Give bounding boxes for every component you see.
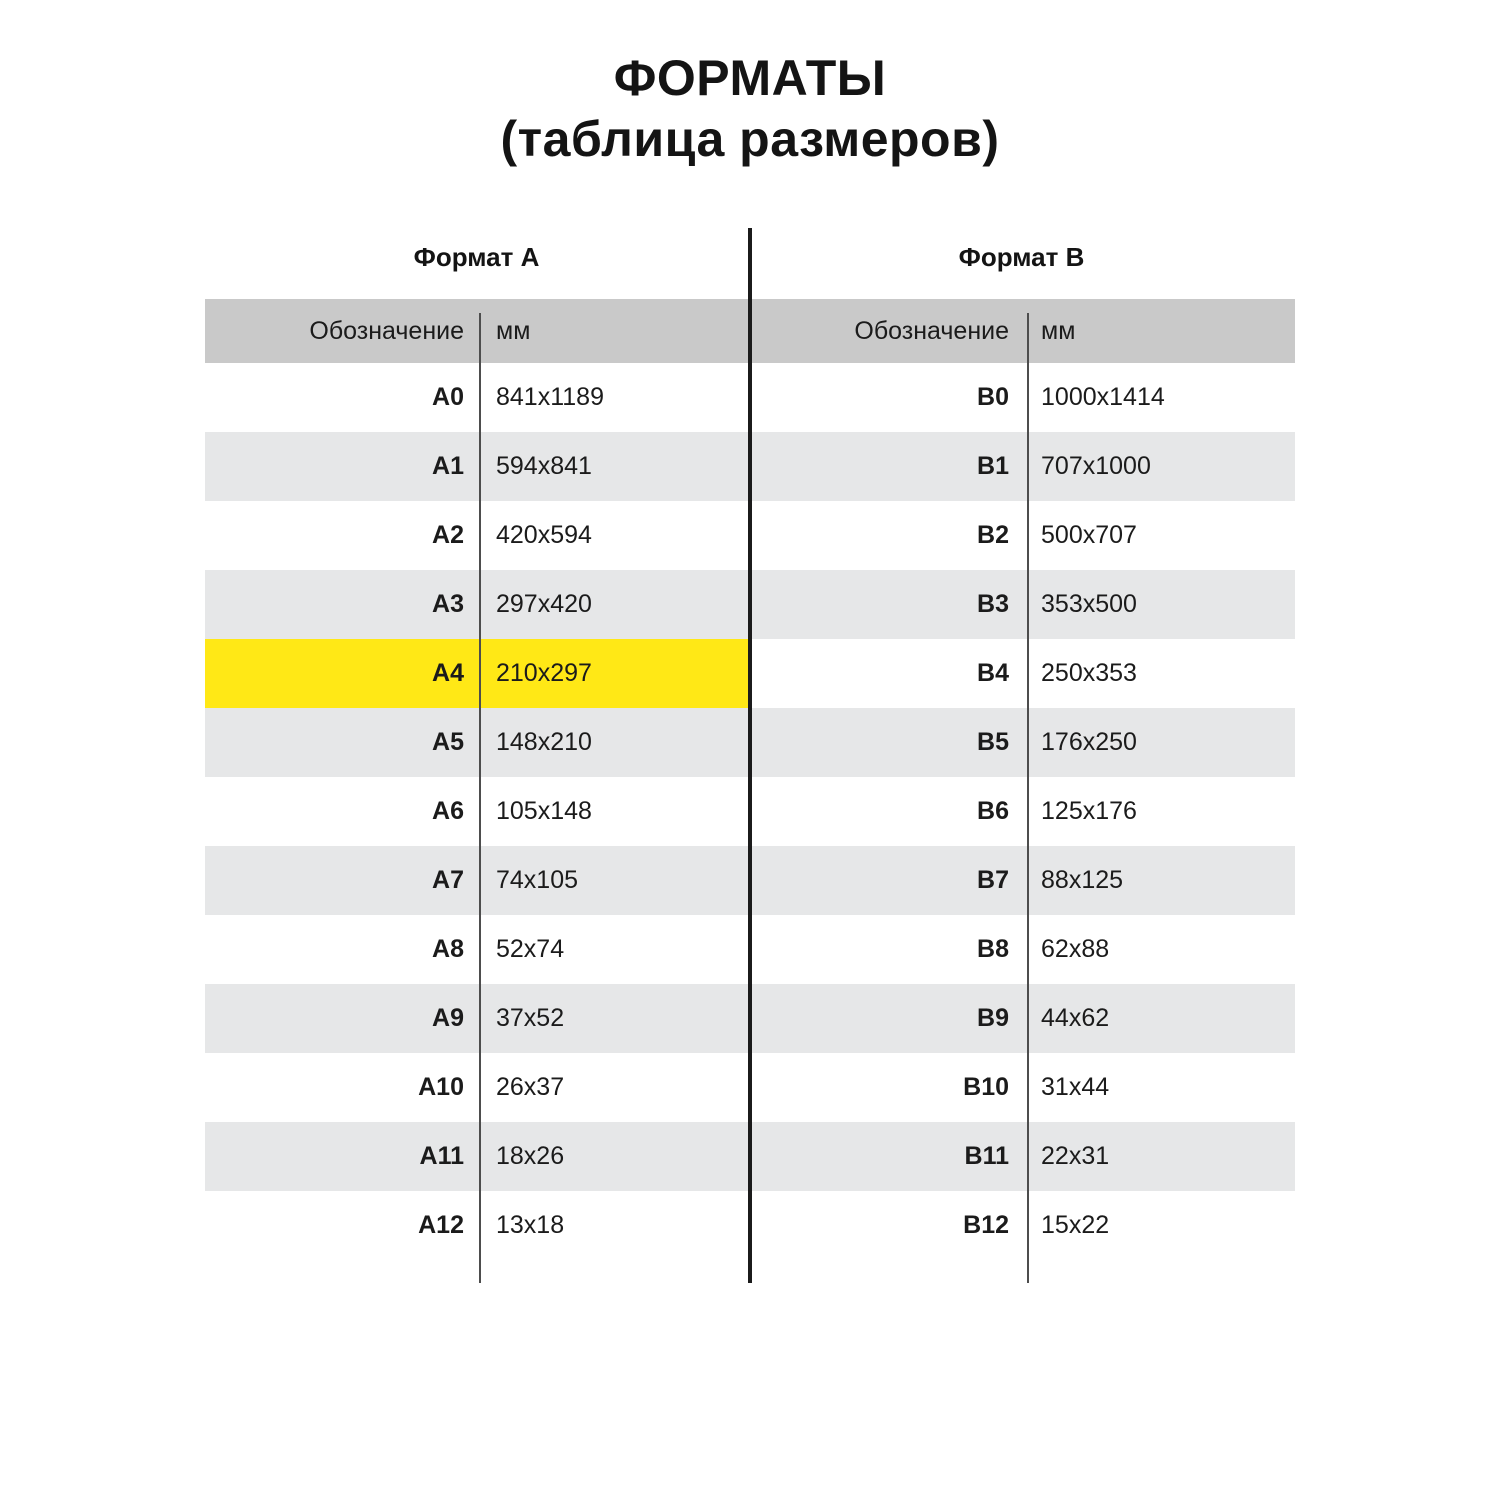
cell-b-code: B11 bbox=[748, 1122, 1025, 1191]
cell-a-mm: 37x52 bbox=[480, 984, 748, 1053]
cell-a-mm: 52x74 bbox=[480, 915, 748, 984]
cell-a-code: A3 bbox=[205, 570, 480, 639]
cell-b-mm: 1000x1414 bbox=[1025, 363, 1295, 432]
cell-a-code: A7 bbox=[205, 846, 480, 915]
group-divider bbox=[748, 228, 752, 1283]
cell-b-code: B10 bbox=[748, 1053, 1025, 1122]
cell-a-code: A8 bbox=[205, 915, 480, 984]
cell-a-mm: 105x148 bbox=[480, 777, 748, 846]
cell-a-mm: 210x297 bbox=[480, 639, 748, 708]
cell-a-mm: 26x37 bbox=[480, 1053, 748, 1122]
title-line-2: (таблица размеров) bbox=[500, 111, 1000, 167]
cell-b-code: B2 bbox=[748, 501, 1025, 570]
group-label-a: Формат A bbox=[205, 228, 748, 299]
cell-a-code: A5 bbox=[205, 708, 480, 777]
cell-a-mm: 297x420 bbox=[480, 570, 748, 639]
cell-b-mm: 707x1000 bbox=[1025, 432, 1295, 501]
cell-a-mm: 594x841 bbox=[480, 432, 748, 501]
cell-b-mm: 31x44 bbox=[1025, 1053, 1295, 1122]
cell-b-mm: 176x250 bbox=[1025, 708, 1295, 777]
cell-b-mm: 500x707 bbox=[1025, 501, 1295, 570]
cell-a-code: A1 bbox=[205, 432, 480, 501]
cell-b-mm: 125x176 bbox=[1025, 777, 1295, 846]
header-a-mm: мм bbox=[480, 299, 748, 363]
group-label-b: Формат B bbox=[748, 228, 1295, 299]
cell-a-code: A12 bbox=[205, 1191, 480, 1260]
cell-b-code: B1 bbox=[748, 432, 1025, 501]
cell-a-code: A9 bbox=[205, 984, 480, 1053]
cell-b-code: B7 bbox=[748, 846, 1025, 915]
column-divider-a bbox=[479, 313, 481, 1283]
cell-a-mm: 18x26 bbox=[480, 1122, 748, 1191]
cell-a-code: A4 bbox=[205, 639, 480, 708]
cell-b-code: B8 bbox=[748, 915, 1025, 984]
cell-a-mm: 420x594 bbox=[480, 501, 748, 570]
cell-b-code: B6 bbox=[748, 777, 1025, 846]
header-a-code: Обозначение bbox=[205, 299, 480, 363]
cell-b-mm: 62x88 bbox=[1025, 915, 1295, 984]
cell-a-code: A10 bbox=[205, 1053, 480, 1122]
cell-b-code: B5 bbox=[748, 708, 1025, 777]
cell-a-code: A0 bbox=[205, 363, 480, 432]
cell-b-mm: 44x62 bbox=[1025, 984, 1295, 1053]
cell-a-mm: 13x18 bbox=[480, 1191, 748, 1260]
cell-a-mm: 148x210 bbox=[480, 708, 748, 777]
cell-a-mm: 74x105 bbox=[480, 846, 748, 915]
cell-b-code: B3 bbox=[748, 570, 1025, 639]
title-line-1: ФОРМАТЫ bbox=[613, 50, 887, 106]
cell-b-code: B0 bbox=[748, 363, 1025, 432]
column-divider-b bbox=[1027, 313, 1029, 1283]
cell-b-mm: 353x500 bbox=[1025, 570, 1295, 639]
cell-a-mm: 841x1189 bbox=[480, 363, 748, 432]
cell-b-code: B12 bbox=[748, 1191, 1025, 1260]
cell-b-mm: 15x22 bbox=[1025, 1191, 1295, 1260]
cell-a-code: A2 bbox=[205, 501, 480, 570]
cell-b-mm: 250x353 bbox=[1025, 639, 1295, 708]
cell-b-mm: 88x125 bbox=[1025, 846, 1295, 915]
cell-a-code: A11 bbox=[205, 1122, 480, 1191]
cell-b-code: B9 bbox=[748, 984, 1025, 1053]
page-title bbox=[0, 0, 1500, 170]
header-b-code: Обозначение bbox=[748, 299, 1025, 363]
cell-a-code: A6 bbox=[205, 777, 480, 846]
cell-b-code: B4 bbox=[748, 639, 1025, 708]
header-b-mm: мм bbox=[1025, 299, 1295, 363]
cell-b-mm: 22x31 bbox=[1025, 1122, 1295, 1191]
